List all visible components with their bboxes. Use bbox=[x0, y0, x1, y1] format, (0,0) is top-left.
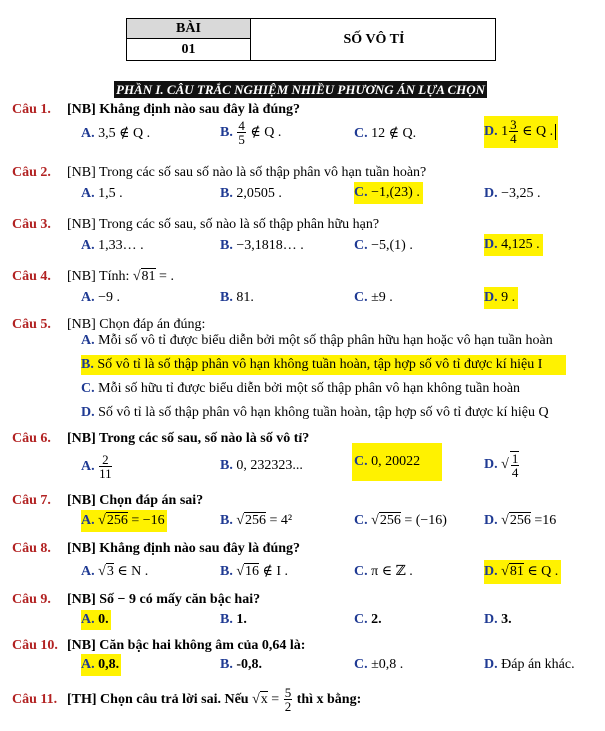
option-c[interactable]: C. ±0,8 . bbox=[354, 657, 404, 672]
option-d[interactable]: D. 1 $\frac{3}{4}$ ∈ Q . bbox=[484, 116, 558, 148]
option-d[interactable]: D. 9 . bbox=[484, 287, 518, 309]
question-10: Câu 10. [NB] Căn bậc hai không âm của 0,64 là: bbox=[12, 638, 306, 653]
option-d[interactable]: D. 3. bbox=[484, 612, 512, 627]
option-a[interactable]: A. 0,8. bbox=[81, 654, 121, 676]
lesson-label: BÀI bbox=[127, 19, 250, 39]
option-d[interactable]: D. 4,125 . bbox=[484, 234, 543, 256]
option-a[interactable]: A. 3,5 ∉ Q . bbox=[81, 126, 151, 141]
option-c[interactable]: C. 2. bbox=[354, 612, 382, 627]
option-d[interactable]: D. Đáp án khác. bbox=[484, 657, 575, 672]
option-c[interactable]: C. 0, 20022 bbox=[352, 443, 442, 481]
question-number: Câu 1. bbox=[12, 102, 51, 117]
question-8: Câu 8. [NB] Khẳng định nào sau đây là đúng? bbox=[12, 541, 301, 556]
option-c[interactable]: C. Mỗi số hữu tỉ được biểu diễn bởi một số thập phân vô hạn không tuần hoàn bbox=[81, 381, 521, 396]
question-5: Câu 5. [NB] Chọn đáp án đúng: bbox=[12, 317, 206, 332]
option-b[interactable]: B. √256 = 4² bbox=[220, 513, 293, 528]
option-a[interactable]: A. √256 = −16 bbox=[81, 510, 167, 532]
question-2: Câu 2. [NB] Trong các số sau số nào là số thập phân vô hạn tuần hoàn? bbox=[12, 165, 427, 180]
question-4: Câu 4. [NB] Tính: √81 = . bbox=[12, 269, 174, 284]
option-c[interactable]: C. 12 ∉ Q. bbox=[354, 126, 417, 141]
option-a[interactable]: A. 1,5 . bbox=[81, 186, 123, 201]
option-c[interactable]: C. −1,(23) . bbox=[354, 182, 423, 204]
option-b[interactable]: B. −3,1818… . bbox=[220, 238, 304, 253]
lesson-number: 01 bbox=[181, 42, 196, 57]
option-c[interactable]: C. −5,(1) . bbox=[354, 238, 413, 253]
option-b[interactable]: B. 0, 232323... bbox=[220, 458, 303, 473]
fraction: $\frac{3}{4}$ bbox=[510, 117, 517, 147]
option-b[interactable]: B. -0,8. bbox=[220, 657, 263, 672]
option-b[interactable]: B. √16 ∉ I . bbox=[220, 564, 289, 579]
lesson-number-cell bbox=[127, 19, 251, 60]
option-b[interactable]: B. 2,0505 . bbox=[220, 186, 282, 201]
option-b[interactable]: B. 81. bbox=[220, 290, 254, 305]
option-c[interactable]: C. ±9 . bbox=[354, 290, 393, 305]
option-a[interactable]: A. 0. bbox=[81, 610, 111, 630]
option-b[interactable]: B. Số vô tỉ là số thập phân vô hạn không tuần hoàn, tập hợp số vô tỉ được kí hiệu I bbox=[81, 355, 566, 375]
fraction: $\frac{2}{11}$ bbox=[99, 452, 112, 482]
option-a[interactable]: A. 1,33… . bbox=[81, 238, 144, 253]
option-a[interactable]: A. −9 . bbox=[81, 290, 121, 305]
question-text: [NB] Khẳng định nào sau đây là đúng? bbox=[67, 102, 301, 117]
fraction: $\frac{4}{5}$ bbox=[238, 118, 245, 148]
option-a[interactable]: A. Mỗi số vô tỉ được biểu diễn bởi một số thập phân hữu hạn hoặc vô hạn tuần hoàn bbox=[81, 333, 553, 348]
option-a[interactable]: A. √3 ∈ N . bbox=[81, 564, 149, 579]
section-title: PHẦN I. CÂU TRẮC NGHIỆM NHIỀU PHƯƠNG ÁN LỰA CHỌN bbox=[116, 82, 486, 97]
option-d[interactable]: D. √81 ∈ Q . bbox=[484, 560, 561, 584]
question-3: Câu 3. [NB] Trong các số sau, số nào là số thập phân hữu hạn? bbox=[12, 217, 380, 232]
option-d[interactable]: D. √256 =16 bbox=[484, 513, 557, 528]
fraction: $\frac{1}{4}$ bbox=[511, 450, 519, 480]
option-d[interactable]: D. √ $\frac{1}{4}$ bbox=[484, 450, 519, 480]
question-1 bbox=[0, 101, 300, 119]
text-cursor bbox=[555, 124, 556, 140]
option-b[interactable]: B. 1. bbox=[220, 612, 247, 627]
question-9: Câu 9. [NB] Số − 9 có mấy căn bậc hai? bbox=[12, 592, 261, 607]
option-a[interactable]: A. $\frac{2}{11}$ bbox=[81, 452, 112, 482]
question-7: Câu 7. [NB] Chọn đáp án sai? bbox=[12, 493, 204, 508]
question-11: Câu 11. [TH] Chọn câu trả lời sai. Nếu √x = $\frac{5}{2}$ thì x bằng: bbox=[12, 685, 362, 715]
option-d[interactable]: D. −3,25 . bbox=[484, 186, 541, 201]
lesson-header-table bbox=[126, 18, 496, 61]
option-d[interactable]: D. Số vô tỉ là số thập phân vô hạn không tuần hoàn, tập hợp số vô tỉ được kí hiệu Q bbox=[81, 405, 549, 420]
question-6: Câu 6. [NB] Trong các số sau, số nào là số vô tỉ? bbox=[12, 431, 310, 446]
fraction: $\frac{5}{2}$ bbox=[284, 685, 292, 715]
option-b[interactable]: B. $\frac{4}{5}$ ∉ Q . bbox=[220, 118, 282, 148]
lesson-title: SỐ VÔ TỈ bbox=[343, 32, 405, 47]
option-c[interactable]: C. π ∈ ℤ . bbox=[354, 564, 413, 579]
option-c[interactable]: C. √256 = (−16) bbox=[354, 513, 447, 528]
